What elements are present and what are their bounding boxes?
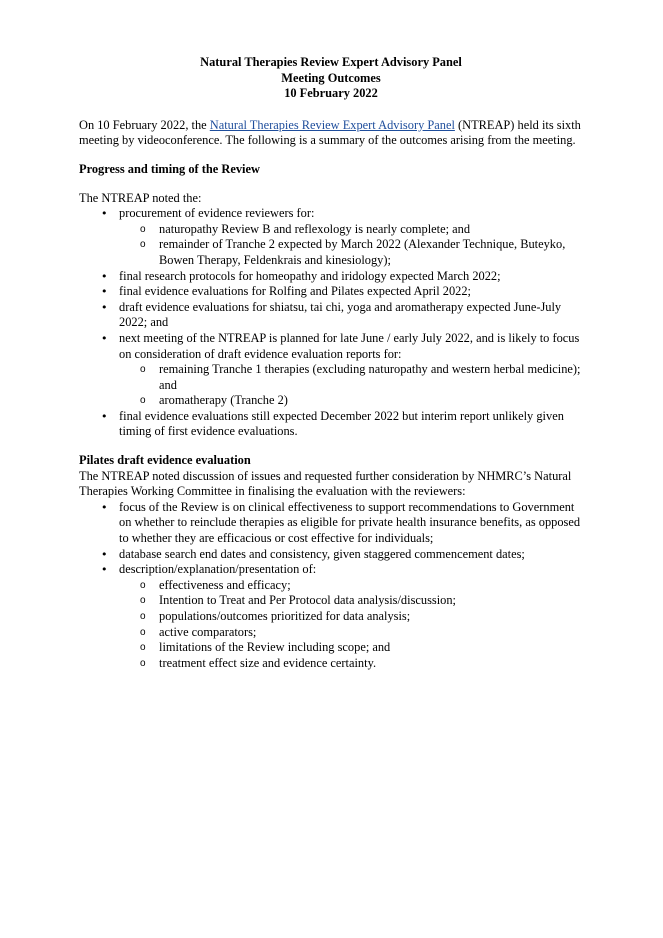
title-line-date: 10 February 2022 — [284, 86, 378, 101]
sub-list-item: o treatment effect size and evidence certainty. — [119, 656, 589, 672]
section1-bullet-list — [79, 206, 589, 440]
section-heading-progress: Progress and timing of the Review — [79, 161, 260, 176]
sub-list-item: o populations/outcomes prioritized for data analysis; — [119, 609, 589, 625]
sub-list-item: o limitations of the Review including scope; and — [119, 640, 589, 656]
bullet-text: next meeting of the NTREAP is planned for late June / early July 2022, and is likely to focus on consideration of draft evidence evaluation reports for: — [119, 330, 580, 361]
section2-bullet-list — [79, 500, 589, 672]
list-item — [79, 206, 589, 268]
sub-list-item: o effectiveness and efficacy; — [119, 578, 589, 594]
sub-list — [119, 362, 589, 409]
list-item — [79, 331, 589, 409]
sub-list-item: o aromatherapy (Tranche 2) — [119, 393, 589, 409]
intro-text-start: On 10 February 2022, the — [79, 117, 210, 132]
ntreap-link[interactable]: Natural Therapies Review Expert Advisory Panel — [209, 117, 455, 132]
bullet-text: procurement of evidence reviewers for: — [119, 206, 315, 221]
list-item: • database search end dates and consistency, given staggered commencement dates; — [79, 547, 589, 563]
sub-list-item: o Intention to Treat and Per Protocol data analysis/discussion; — [119, 593, 589, 609]
section-heading-pilates: Pilates draft evidence evaluation — [79, 453, 251, 468]
intro-text-end: (NTREAP) held its sixth meeting by videoconference. The following is a summary of the outcomes arising from the meeting. — [79, 117, 581, 148]
document-body — [79, 55, 589, 671]
sub-list — [119, 578, 589, 672]
document-title — [79, 55, 583, 102]
sub-list-item: o active comparators; — [119, 625, 589, 641]
list-item — [79, 562, 589, 671]
title-line-panel: Natural Therapies Review Expert Advisory Panel — [200, 55, 462, 69]
list-item: • draft evidence evaluations for shiatsu, tai chi, yoga and aromatherapy expected June-July 2022; and — [79, 300, 589, 331]
sub-list-item: o remaining Tranche 1 therapies (excluding naturopathy and western herbal medicine); and — [119, 362, 589, 393]
list-item: • final evidence evaluations still expected December 2022 but interim report unlikely given timing of first evidence evaluations. — [79, 409, 589, 440]
intro-paragraph — [79, 118, 589, 149]
list-item: • final evidence evaluations for Rolfing and Pilates expected April 2022; — [79, 284, 589, 300]
bullet-text: description/explanation/presentation of: — [119, 562, 317, 577]
sub-list-item: o remainder of Tranche 2 expected by March 2022 (Alexander Technique, Buteyko, Bowen Therapy, Feldenkrais and kinesiology); — [119, 237, 589, 268]
title-line-outcomes: Meeting Outcomes — [281, 70, 381, 85]
section2-intro: The NTREAP noted discussion of issues and requested further consideration by NHMRC’s Natural Therapies Working Committee in finalising the evaluation with the reviewers: — [79, 468, 572, 499]
sub-list — [119, 222, 589, 269]
list-item: • focus of the Review is on clinical effectiveness to support recommendations to Government on whether to reinclude therapies as eligible for private health insurance benefits, as opposed to whether they are efficacious or cost effective for individuals; — [79, 500, 589, 547]
sub-list-item: o naturopathy Review B and reflexology is nearly complete; and — [119, 222, 589, 238]
list-item: • final research protocols for homeopathy and iridology expected March 2022; — [79, 269, 589, 285]
section1-intro: The NTREAP noted the: — [79, 190, 202, 205]
